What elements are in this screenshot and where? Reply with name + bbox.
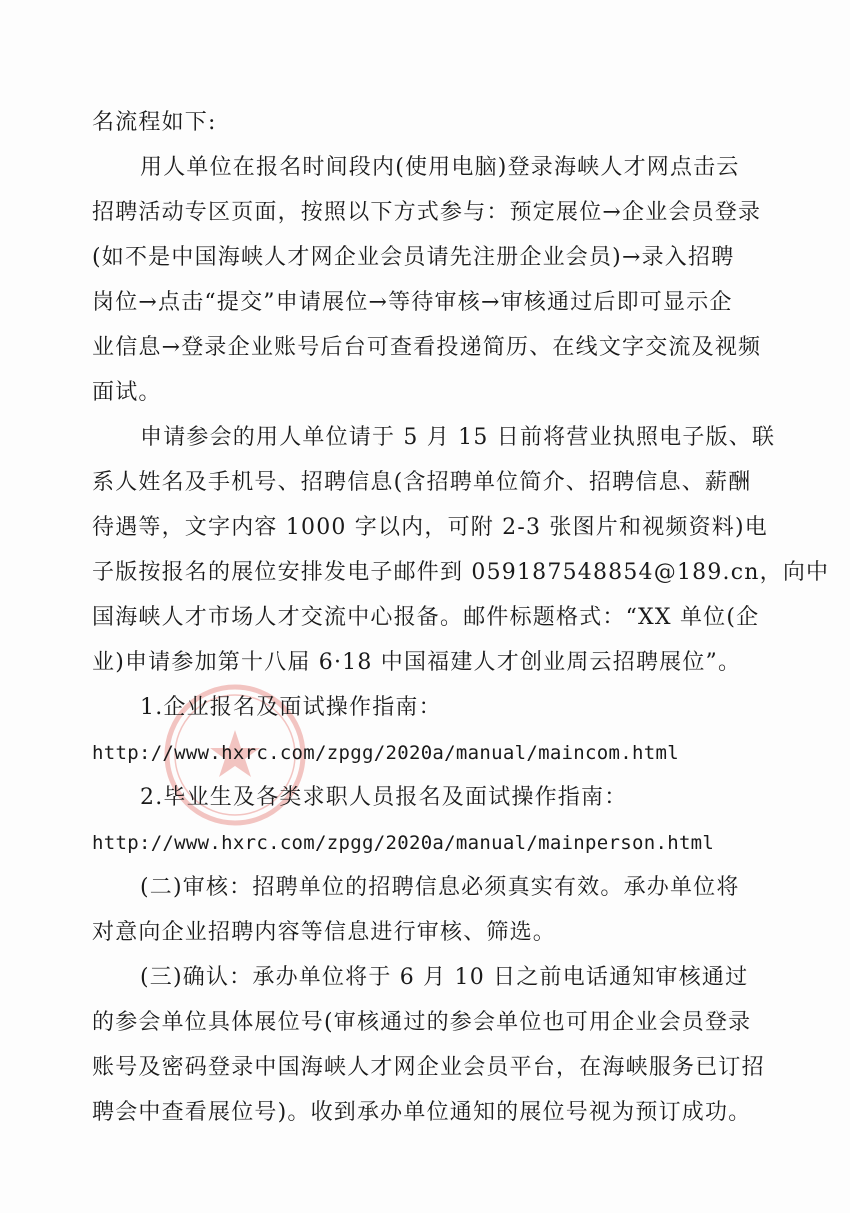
text-line-2: 用人单位在报名时间段内(使用电脑)登录海峡人才网点击云 [140, 155, 740, 180]
text-line-9: 系人姓名及手机号、招聘信息(含招聘单位简介、招聘信息、薪酬 [92, 470, 752, 495]
text-line-11: 子版按报名的展位安排发电子邮件到 059187548854@189.cn，向中 [92, 560, 830, 585]
confirm-section-line-1: (三)确认：承办单位将于 6 月 10 日之前电话通知审核通过 [140, 965, 749, 990]
text-line-4: (如不是中国海峡人才网企业会员请先注册企业会员)→录入招聘 [92, 245, 735, 270]
guide-company-heading: 1.企业报名及面试操作指南： [140, 695, 442, 720]
text-line-7: 面试。 [92, 380, 162, 405]
text-line-5: 岗位→点击“提交”申请展位→等待审核→审核通过后即可显示企 [92, 290, 733, 315]
text-line-8: 申请参会的用人单位请于 5 月 15 日前将营业执照电子版、联 [140, 425, 776, 450]
guide-person-heading: 2.毕业生及各类求职人员报名及面试操作指南： [140, 785, 628, 810]
guide-company-link[interactable]: http://www.hxrc.com/zpgg/2020a/manual/maincom.html [92, 742, 679, 764]
confirm-section-line-2: 的参会单位具体展位号(审核通过的参会单位也可用企业会员登录 [92, 1010, 752, 1035]
review-section-line-1: (二)审核：招聘单位的招聘信息必须真实有效。承办单位将 [140, 875, 740, 900]
text-line-10: 待遇等，文字内容 1000 字以内，可附 2-3 张图片和视频资料)电 [92, 515, 768, 540]
text-line-1: 名流程如下: [92, 110, 217, 135]
text-line-6: 业信息→登录企业账号后台可查看投递简历、在线文字交流及视频 [92, 335, 762, 360]
guide-person-link[interactable]: http://www.hxrc.com/zpgg/2020a/manual/mainperson.html [92, 832, 715, 854]
text-line-12: 国海峡人才市场人才交流中心报备。邮件标题格式：“XX 单位(企 [92, 605, 760, 630]
text-line-3: 招聘活动专区页面，按照以下方式参与：预定展位→企业会员登录 [92, 200, 762, 225]
confirm-section-line-3: 账号及密码登录中国海峡人才网企业会员平台，在海峡服务已订招 [92, 1055, 765, 1080]
confirm-section-line-4: 聘会中查看展位号)。收到承办单位通知的展位号视为预订成功。 [92, 1100, 752, 1125]
text-line-13: 业)申请参加第十八届 6·18 中国福建人才创业周云招聘展位”。 [92, 650, 742, 675]
review-section-line-2: 对意向企业招聘内容等信息进行审核、筛选。 [92, 920, 557, 945]
